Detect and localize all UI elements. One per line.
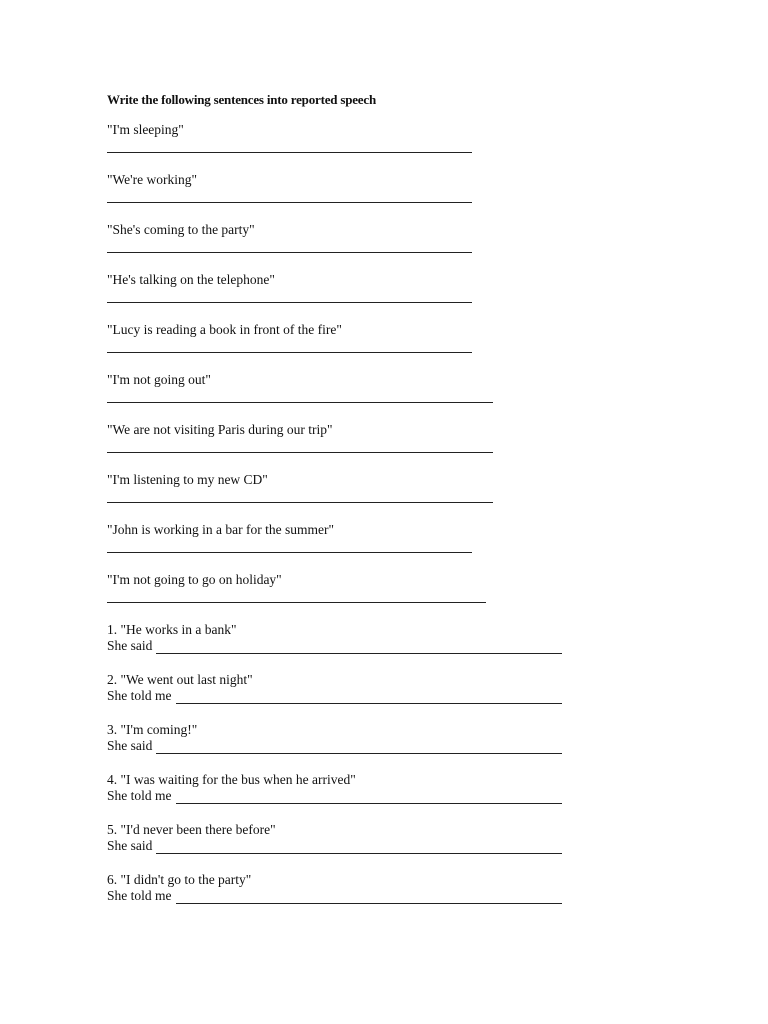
numbered-exercise-item: [107, 822, 707, 854]
quoted-sentence: "John is working in a bar for the summer": [107, 522, 334, 537]
answer-prefix: She said: [107, 738, 153, 753]
part-one-list: [107, 122, 707, 603]
answer-prefix: She told me: [107, 688, 172, 703]
answer-line[interactable]: [107, 188, 472, 203]
answer-line[interactable]: [107, 238, 472, 253]
answer-prefix: She told me: [107, 788, 172, 803]
quoted-sentence: "We're working": [107, 172, 197, 187]
exercise-item: [107, 272, 707, 303]
answer-row: [107, 688, 707, 704]
worksheet-title: Write the following sentences into reported speech: [107, 92, 376, 107]
answer-blank[interactable]: [156, 841, 562, 854]
answer-row: [107, 788, 707, 804]
exercise-item: [107, 472, 707, 503]
numbered-quoted-sentence: 4. "I was waiting for the bus when he arrived": [107, 772, 356, 787]
answer-blank[interactable]: [176, 891, 562, 904]
quoted-sentence: "I'm listening to my new CD": [107, 472, 268, 487]
part-two-list: [107, 622, 707, 904]
exercise-item: [107, 422, 707, 453]
answer-row: [107, 638, 707, 654]
quoted-sentence: "He's talking on the telephone": [107, 272, 275, 287]
quoted-sentence: "I'm sleeping": [107, 122, 184, 137]
quoted-sentence: "We are not visiting Paris during our trip": [107, 422, 333, 437]
answer-line[interactable]: [107, 288, 472, 303]
answer-line[interactable]: [107, 538, 472, 553]
answer-blank[interactable]: [156, 641, 562, 654]
quoted-sentence: "She's coming to the party": [107, 222, 255, 237]
worksheet: [107, 91, 707, 922]
answer-blank[interactable]: [176, 691, 562, 704]
numbered-exercise-item: [107, 722, 707, 754]
answer-blank[interactable]: [156, 741, 562, 754]
answer-row: [107, 738, 707, 754]
answer-prefix: She told me: [107, 888, 172, 903]
answer-line[interactable]: [107, 488, 493, 503]
answer-prefix: She said: [107, 838, 153, 853]
answer-prefix: She said: [107, 638, 153, 653]
answer-line[interactable]: [107, 338, 472, 353]
answer-line[interactable]: [107, 438, 493, 453]
numbered-quoted-sentence: 2. "We went out last night": [107, 672, 253, 687]
answer-line[interactable]: [107, 138, 472, 153]
quoted-sentence: "Lucy is reading a book in front of the fire": [107, 322, 342, 337]
numbered-quoted-sentence: 5. "I'd never been there before": [107, 822, 276, 837]
exercise-item: [107, 372, 707, 403]
numbered-exercise-item: [107, 622, 707, 654]
numbered-exercise-item: [107, 672, 707, 704]
answer-row: [107, 888, 707, 904]
exercise-item: [107, 322, 707, 353]
exercise-item: [107, 572, 707, 603]
answer-blank[interactable]: [176, 791, 562, 804]
exercise-item: [107, 522, 707, 553]
numbered-quoted-sentence: 3. "I'm coming!": [107, 722, 198, 737]
answer-row: [107, 838, 707, 854]
numbered-exercise-item: [107, 772, 707, 804]
quoted-sentence: "I'm not going out": [107, 372, 211, 387]
exercise-item: [107, 172, 707, 203]
quoted-sentence: "I'm not going to go on holiday": [107, 572, 282, 587]
numbered-quoted-sentence: 6. "I didn't go to the party": [107, 872, 252, 887]
exercise-item: [107, 222, 707, 253]
answer-line[interactable]: [107, 588, 486, 603]
answer-line[interactable]: [107, 388, 493, 403]
numbered-exercise-item: [107, 872, 707, 904]
numbered-quoted-sentence: 1. "He works in a bank": [107, 622, 237, 637]
exercise-item: [107, 122, 707, 153]
